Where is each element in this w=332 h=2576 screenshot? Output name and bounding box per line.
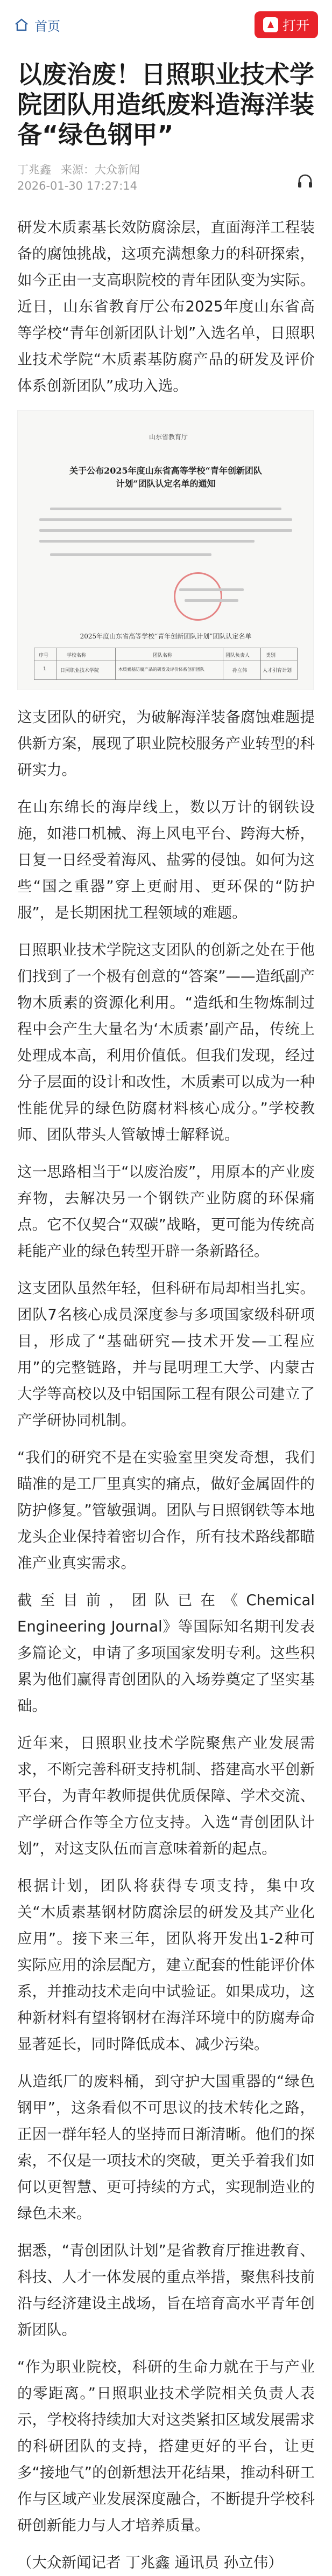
paragraph: 从造纸厂的废料桶，到守护大国重器的“绿色钢甲”，这条看似不可思议的技术转化之路，正因一群年轻人的坚持而日渐清晰。他们的探索，不仅是一项技术的突破，更关乎着我们如何以更智慧、更可持续的方式，实现制造业的绿色未来。 [17, 2073, 315, 2222]
open-app-button[interactable] [255, 11, 318, 38]
image-title: 关于公布2025年度山东省高等学校“青年创新团队计划”团队认定名单的通知 [69, 466, 262, 489]
source: 来源：大众新闻 [61, 163, 140, 176]
paragraph: 截至目前，团队已在《Chemical Engineering Journal》等国际知名期刊发表多篇论文，申请了多项国家发明专利。这些积累为他们赢得青创团队的入场券奠定了坚实基础。 [17, 1592, 315, 1714]
image-table: 序号 学校名称 团队名称 团队负责人 类别 1 日照职业技术学院 木质素基防腐产品的研发及评价体系创新团队 孙立伟 人才引育计划 [34, 648, 298, 680]
paragraph: “作为职业院校，科研的生命力就在于与产业的零距离。”日照职业技术学院相关负责人表示，学校将持续加大对这类紧扣区域发展需求的科研团队的支持，搭建更好的平台，让更多“接地气”的创新想法开花结果，推动科研工作与区域产业发展深度融合，不断提升学校科研创新能力与人才培养质量。 [17, 2358, 315, 2534]
article-title: 以废治废！日照职业技术学院团队用造纸废料造海洋装备“绿色钢甲” [17, 60, 314, 149]
home-link[interactable] [14, 16, 60, 34]
home-label: 首页 [34, 18, 60, 34]
official-seal [174, 572, 222, 621]
paragraph: 近年来，日照职业技术学院聚焦产业发展需求，不断完善科研支持机制、搭建高水平创新平台，为青年教师提供优质保障、学术交流、产学研合作等全方位支持。入选“青创团队计划”，对这支队伍而言意味着新的起点。 [17, 1734, 315, 1857]
paragraph: 在山东绵长的海岸线上，数以万计的钢铁设施，如港口机械、海上风电平台、跨海大桥，日复一日经受着海风、盐雾的侵蚀。如何为这些“国之重器”穿上更耐用、更环保的“防护服”，是长期困扰工程领域的难题。 [17, 799, 315, 921]
paragraph: 这支团队虽然年轻，但科研布局却相当扎实。团队7名核心成员深度参与多项国家级科研项目，形成了“基础研究—技术开发—工程应用”的完整链路，并与昆明理工大学、内蒙古大学等高校以及中铝国际工程有限公司建立了产学研协同机制。 [17, 1280, 315, 1429]
home-icon [14, 18, 29, 31]
byline: （大众新闻记者 丁兆鑫 通讯员 孙立伟） [17, 2554, 283, 2571]
image-header: 山东省教育厅 [149, 433, 188, 441]
paragraph: 这一思路相当于“以废治废”，用原本的产业废弃物，去解决另一个钢铁产业防腐的环保痛点。它不仅契合“双碳”战略，更可能为传统高耗能产业的绿色转型开辟一条新路径。 [17, 1163, 315, 1260]
paragraph: 日照职业技术学院这支团队的创新之处在于他们找到了一个极有创意的“答案”——造纸副产物木质素的资源化利用。“造纸和生物炼制过程中会产生大量名为‘木质素’副产品，传统上处理成本高，利用价值低。但我们发现，经过分子层面的设计和改性，木质素可以成为一种性能优异的绿色防腐材料核心成分。”学校教师、团队带头人管敏博士解释说。 [17, 941, 315, 1143]
paragraph: 根据计划，团队将获得专项支持，集中攻关“木质素基钢材防腐涂层的研发及其产业化应用”。接下来三年，团队将开发出1-2种可实际应用的涂层配方，建立配套的性能评价体系，并推动技术走向中试验证。如果成功，这种新材料有望将钢材在海洋环境中的防腐寿命显著延长，同时降低成本、减少污染。 [17, 1877, 315, 2053]
article-body [0, 194, 332, 2576]
app-icon [263, 17, 278, 32]
paragraph: “我们的研究不是在实验室里突发奇想，我们瞄准的是工厂里真实的痛点，做好金属固件的防护修复。”管敏强调。团队与日照钢铁等本地龙头企业保持着密切合作，所有技术路线都瞄准产业真实需求。 [17, 1449, 315, 1572]
author: 丁兆鑫 [17, 163, 51, 176]
image-table-title: 2025年度山东省高等学校“青年创新团队计划”团队认定名单 [80, 633, 252, 640]
article-meta [0, 150, 332, 194]
headphones-icon[interactable] [295, 171, 315, 191]
paragraph: 这支团队的研究，为破解海洋装备腐蚀难题提供新方案，展现了职业院校服务产业转型的科研实力。 [17, 709, 315, 779]
open-label: 打开 [282, 18, 309, 33]
notice-document-image [17, 410, 314, 690]
top-bar [0, 0, 332, 50]
paragraph: 研发木质素基长效防腐涂层，直面海洋工程装备的腐蚀挑战，这项充满想象力的科研探索，如今正由一支高职院校的青年团队变为实际。近日，山东省教育厅公布2025年度山东省高等学校“青年创新团队计划”入选名单，日照职业技术学院“木质素基防腐产品的研发及评价体系创新团队”成功入选。 [17, 219, 315, 394]
paragraph: 据悉，“青创团队计划”是省教育厅推进教育、科技、人才一体发展的重点举措，聚焦科技前沿与经济建设主战场，旨在培育高水平青年创新团队。 [17, 2242, 315, 2338]
timestamp: 2026-01-30 17:27:14 [17, 179, 138, 192]
